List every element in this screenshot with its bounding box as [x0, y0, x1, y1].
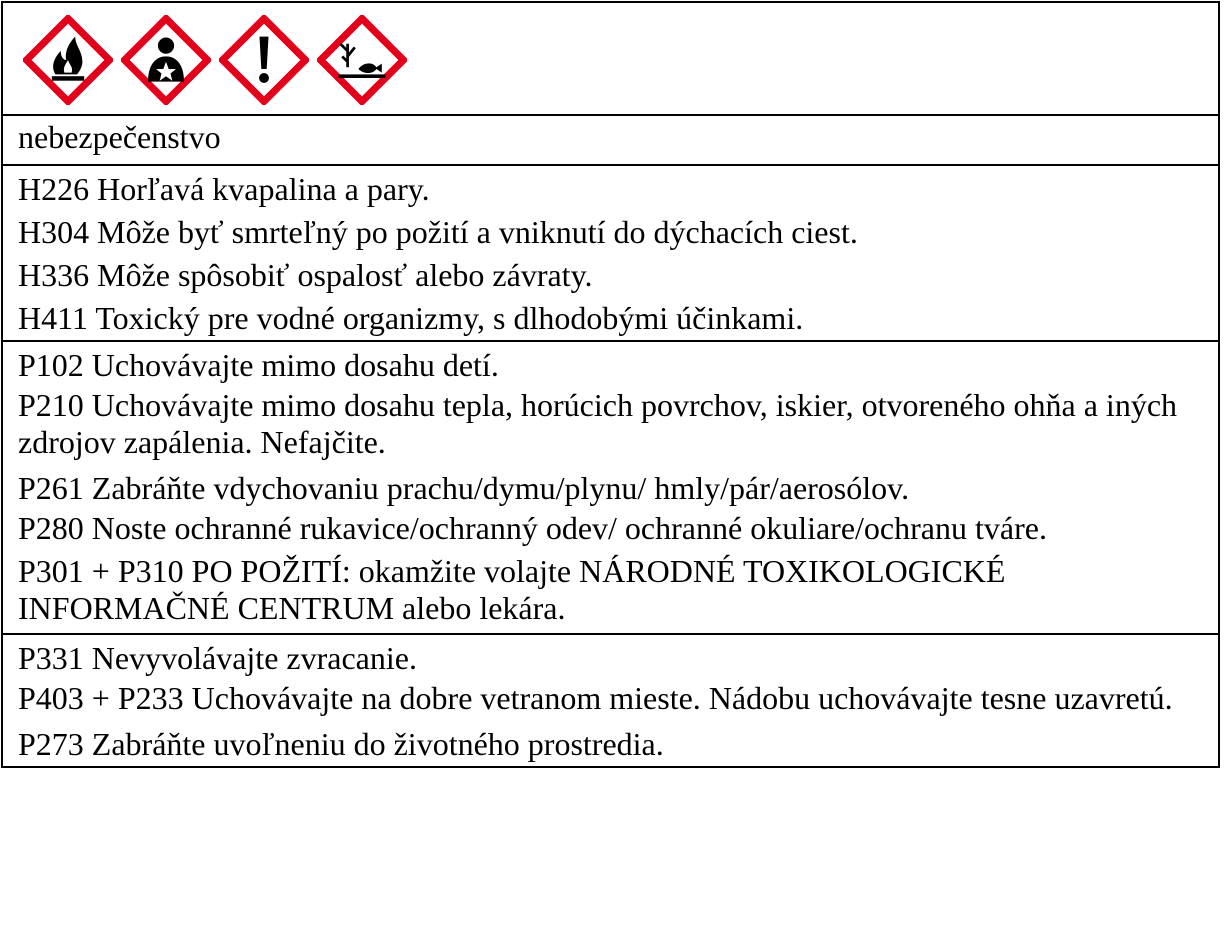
hazard-statement: H411 Toxický pre vodné organizmy, s dlhodobými účinkami. — [18, 300, 804, 336]
precautionary-statement: P331 Nevyvolávajte zvracanie. — [18, 640, 417, 676]
health-hazard-icon — [121, 15, 211, 105]
precautionary-statement: P280 Noste ochranné rukavice/ochranný odev/ ochranné okuliare/ochranu tváre. — [18, 510, 1047, 546]
precautionary-statement: P273 Zabráňte uvoľneniu do životného prostredia. — [18, 726, 664, 762]
environment-icon — [317, 15, 407, 105]
hazard-statements — [3, 164, 1218, 340]
precautionary-statements-b — [3, 633, 1218, 768]
signal-word-row — [3, 114, 1218, 164]
precautionary-statement: P102 Uchovávajte mimo dosahu detí. — [18, 347, 499, 383]
exclamation-icon — [219, 15, 309, 105]
hazard-statement: H304 Môže byť smrteľný po požití a vniknutí do dýchacích ciest. — [18, 214, 858, 250]
precautionary-statement: P403 + P233 Uchovávajte na dobre vetranom mieste. Nádobu uchovávajte tesne uzavretú. — [18, 680, 1173, 716]
precautionary-statement: P261 Zabráňte vdychovaniu prachu/dymu/plynu/ hmly/pár/aerosólov. — [18, 470, 910, 506]
pictogram-row — [3, 1, 1218, 114]
safety-label-table — [1, 1, 1220, 768]
hazard-statement: H226 Horľavá kvapalina a pary. — [18, 171, 430, 207]
precautionary-statement: P301 + P310 PO POŽITÍ: okamžite volajte NÁRODNÉ TOXIKOLOGICKÉ INFORMAČNÉ CENTRUM alebo lekára. — [18, 553, 1006, 626]
precautionary-statement: P210 Uchovávajte mimo dosahu tepla, horúcich povrchov, iskier, otvoreného ohňa a iných zdrojov zapálenia. Nefajčite. — [18, 387, 1178, 460]
flame-icon — [23, 15, 113, 105]
precautionary-statements-a — [3, 340, 1218, 627]
hazard-statement: H336 Môže spôsobiť ospalosť alebo závraty. — [18, 257, 593, 293]
signal-word: nebezpečenstvo — [18, 119, 221, 155]
